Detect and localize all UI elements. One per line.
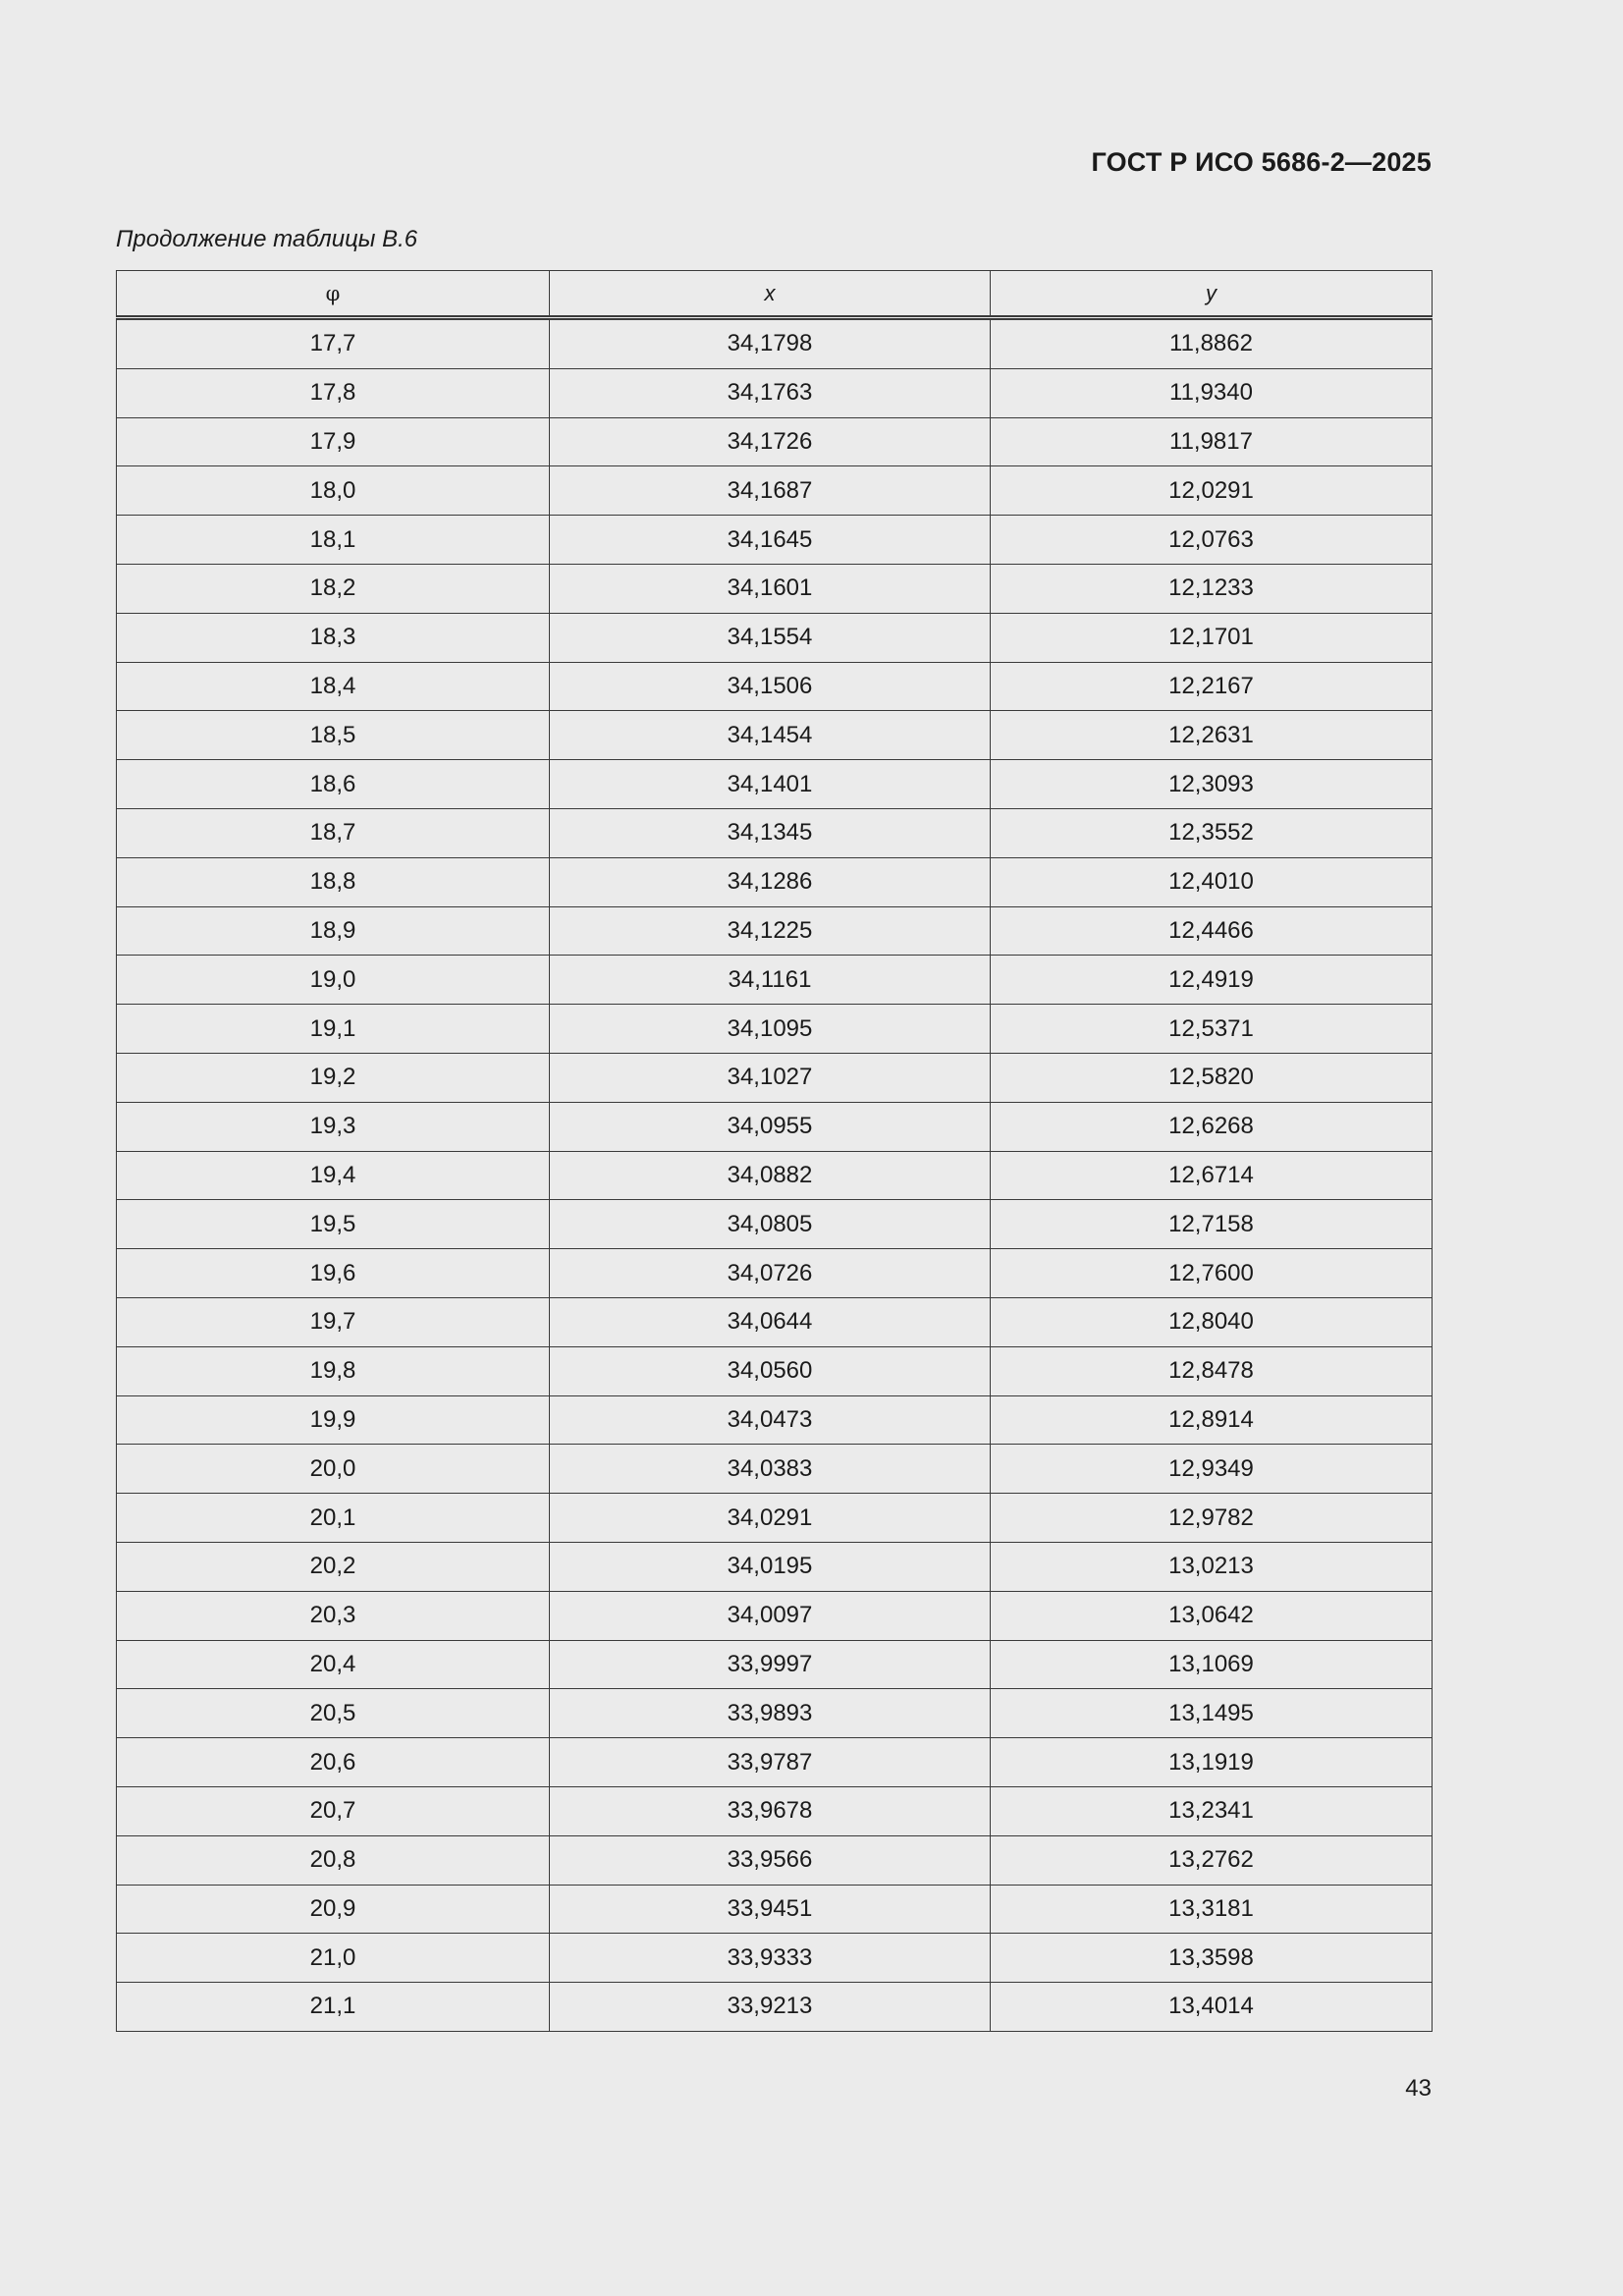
column-header-phi: φ <box>117 271 550 318</box>
cell-phi: 21,1 <box>117 1983 550 2032</box>
cell-phi: 18,8 <box>117 857 550 906</box>
cell-phi: 20,1 <box>117 1494 550 1543</box>
cell-x: 34,0882 <box>550 1151 991 1200</box>
cell-y: 12,6268 <box>991 1102 1433 1151</box>
cell-y: 13,3181 <box>991 1885 1433 1934</box>
cell-x: 34,0644 <box>550 1297 991 1346</box>
table-row <box>117 1983 1433 2032</box>
cell-phi: 19,7 <box>117 1297 550 1346</box>
table-row <box>117 1445 1433 1494</box>
cell-x: 34,0291 <box>550 1494 991 1543</box>
cell-y: 13,1495 <box>991 1689 1433 1738</box>
cell-x: 34,1554 <box>550 613 991 662</box>
table-row <box>117 613 1433 662</box>
cell-y: 12,8040 <box>991 1297 1433 1346</box>
table-row <box>117 956 1433 1005</box>
cell-y: 12,5820 <box>991 1053 1433 1102</box>
cell-phi: 18,3 <box>117 613 550 662</box>
cell-phi: 20,3 <box>117 1591 550 1640</box>
cell-x: 33,9213 <box>550 1983 991 2032</box>
cell-phi: 18,0 <box>117 466 550 516</box>
table-row <box>117 1494 1433 1543</box>
cell-y: 12,8478 <box>991 1346 1433 1395</box>
table-row <box>117 564 1433 613</box>
cell-x: 34,0805 <box>550 1200 991 1249</box>
cell-phi: 18,5 <box>117 711 550 760</box>
table-row <box>117 466 1433 516</box>
table-row <box>117 417 1433 466</box>
cell-x: 34,1645 <box>550 516 991 565</box>
cell-y: 12,0291 <box>991 466 1433 516</box>
cell-y: 12,8914 <box>991 1395 1433 1445</box>
cell-x: 34,0726 <box>550 1249 991 1298</box>
table-row <box>117 1395 1433 1445</box>
cell-phi: 19,3 <box>117 1102 550 1151</box>
table-row <box>117 368 1433 417</box>
cell-phi: 20,2 <box>117 1542 550 1591</box>
cell-y: 12,6714 <box>991 1151 1433 1200</box>
cell-phi: 20,7 <box>117 1786 550 1835</box>
cell-y: 11,8862 <box>991 318 1433 369</box>
cell-y: 12,2631 <box>991 711 1433 760</box>
cell-phi: 19,5 <box>117 1200 550 1249</box>
table-row <box>117 1102 1433 1151</box>
cell-x: 34,1454 <box>550 711 991 760</box>
cell-y: 13,2762 <box>991 1835 1433 1885</box>
cell-phi: 20,9 <box>117 1885 550 1934</box>
cell-phi: 18,4 <box>117 662 550 711</box>
cell-y: 12,3093 <box>991 760 1433 809</box>
cell-y: 11,9817 <box>991 417 1433 466</box>
cell-phi: 19,8 <box>117 1346 550 1395</box>
cell-x: 34,1763 <box>550 368 991 417</box>
cell-y: 13,4014 <box>991 1983 1433 2032</box>
table-row <box>117 711 1433 760</box>
cell-phi: 20,6 <box>117 1738 550 1787</box>
cell-x: 33,9451 <box>550 1885 991 1934</box>
cell-phi: 17,7 <box>117 318 550 369</box>
cell-x: 34,1286 <box>550 857 991 906</box>
cell-phi: 20,8 <box>117 1835 550 1885</box>
cell-y: 13,1919 <box>991 1738 1433 1787</box>
table-row <box>117 1786 1433 1835</box>
cell-y: 12,9349 <box>991 1445 1433 1494</box>
table-row <box>117 906 1433 956</box>
table-row <box>117 1297 1433 1346</box>
cell-phi: 20,5 <box>117 1689 550 1738</box>
table-row <box>117 1934 1433 1983</box>
document-code: ГОСТ Р ИСО 5686-2—2025 <box>1091 147 1432 177</box>
table-row <box>117 1885 1433 1934</box>
coordinates-table <box>116 270 1433 2032</box>
cell-y: 12,4010 <box>991 857 1433 906</box>
cell-y: 12,4466 <box>991 906 1433 956</box>
cell-x: 34,0560 <box>550 1346 991 1395</box>
table-row <box>117 1542 1433 1591</box>
cell-phi: 18,1 <box>117 516 550 565</box>
cell-phi: 18,7 <box>117 808 550 857</box>
cell-y: 13,2341 <box>991 1786 1433 1835</box>
cell-x: 34,1506 <box>550 662 991 711</box>
cell-x: 34,0097 <box>550 1591 991 1640</box>
cell-x: 34,1401 <box>550 760 991 809</box>
cell-y: 12,1701 <box>991 613 1433 662</box>
cell-phi: 18,6 <box>117 760 550 809</box>
cell-x: 34,0195 <box>550 1542 991 1591</box>
cell-y: 12,2167 <box>991 662 1433 711</box>
cell-phi: 19,1 <box>117 1005 550 1054</box>
cell-phi: 17,8 <box>117 368 550 417</box>
table-row <box>117 1835 1433 1885</box>
cell-y: 12,9782 <box>991 1494 1433 1543</box>
table-row <box>117 1640 1433 1689</box>
column-header-y: y <box>991 271 1433 318</box>
table-row <box>117 857 1433 906</box>
page-number: 43 <box>1405 2075 1432 2102</box>
cell-y: 12,7158 <box>991 1200 1433 1249</box>
cell-x: 33,9566 <box>550 1835 991 1885</box>
cell-phi: 19,9 <box>117 1395 550 1445</box>
cell-y: 13,0213 <box>991 1542 1433 1591</box>
cell-phi: 19,0 <box>117 956 550 1005</box>
table-row <box>117 1591 1433 1640</box>
cell-phi: 18,9 <box>117 906 550 956</box>
cell-y: 12,3552 <box>991 808 1433 857</box>
cell-x: 34,1225 <box>550 906 991 956</box>
cell-phi: 18,2 <box>117 564 550 613</box>
cell-phi: 19,6 <box>117 1249 550 1298</box>
cell-x: 34,1798 <box>550 318 991 369</box>
table-caption: Продолжение таблицы В.6 <box>116 226 418 252</box>
table-header-row <box>117 271 1433 318</box>
cell-y: 12,7600 <box>991 1249 1433 1298</box>
cell-y: 12,1233 <box>991 564 1433 613</box>
cell-y: 13,0642 <box>991 1591 1433 1640</box>
cell-x: 34,1345 <box>550 808 991 857</box>
table-row <box>117 760 1433 809</box>
table-row <box>117 1005 1433 1054</box>
cell-x: 34,1687 <box>550 466 991 516</box>
table-body <box>117 318 1433 2032</box>
cell-x: 33,9678 <box>550 1786 991 1835</box>
cell-y: 13,1069 <box>991 1640 1433 1689</box>
cell-x: 34,1601 <box>550 564 991 613</box>
table-row <box>117 1689 1433 1738</box>
table-row <box>117 318 1433 369</box>
cell-x: 33,9893 <box>550 1689 991 1738</box>
cell-y: 12,0763 <box>991 516 1433 565</box>
table-row <box>117 1200 1433 1249</box>
cell-x: 34,1726 <box>550 417 991 466</box>
cell-x: 33,9333 <box>550 1934 991 1983</box>
cell-x: 34,0955 <box>550 1102 991 1151</box>
cell-x: 34,1027 <box>550 1053 991 1102</box>
table-row <box>117 1053 1433 1102</box>
table-row <box>117 1738 1433 1787</box>
cell-y: 13,3598 <box>991 1934 1433 1983</box>
cell-y: 12,4919 <box>991 956 1433 1005</box>
table-row <box>117 1249 1433 1298</box>
cell-x: 34,1095 <box>550 1005 991 1054</box>
cell-x: 33,9997 <box>550 1640 991 1689</box>
cell-phi: 21,0 <box>117 1934 550 1983</box>
cell-x: 33,9787 <box>550 1738 991 1787</box>
cell-y: 11,9340 <box>991 368 1433 417</box>
cell-y: 12,5371 <box>991 1005 1433 1054</box>
table-row <box>117 516 1433 565</box>
cell-x: 34,1161 <box>550 956 991 1005</box>
table-row <box>117 1346 1433 1395</box>
cell-x: 34,0383 <box>550 1445 991 1494</box>
table-row <box>117 1151 1433 1200</box>
table-row <box>117 808 1433 857</box>
cell-phi: 20,4 <box>117 1640 550 1689</box>
cell-phi: 19,4 <box>117 1151 550 1200</box>
cell-phi: 20,0 <box>117 1445 550 1494</box>
table-row <box>117 662 1433 711</box>
cell-phi: 17,9 <box>117 417 550 466</box>
cell-x: 34,0473 <box>550 1395 991 1445</box>
cell-phi: 19,2 <box>117 1053 550 1102</box>
column-header-x: x <box>550 271 991 318</box>
